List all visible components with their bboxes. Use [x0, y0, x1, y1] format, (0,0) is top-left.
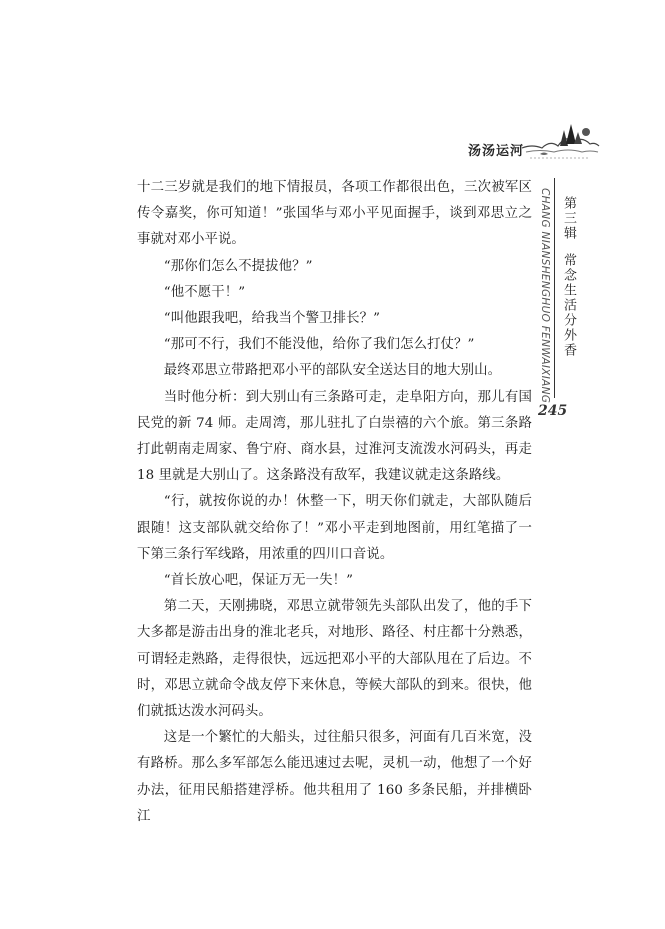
paragraph: “那可不行，我们不能没他，给你了我们怎么打仗？” [163, 337, 475, 353]
paragraph: 这是一个繁忙的大船头，过往船只很多，河面有几百米宽，没有路桥。那么多军部怎么能迅速过去呢，灵机一动，他想了一个好办法，征用民船搭建浮桥。他共租用了 160 多条民船，并排横卧江 [137, 730, 532, 824]
running-title: 汤汤运河 [468, 144, 525, 159]
sidebar-pinyin: CHANG NIANSHENGHUO FENWAIXIANG [539, 188, 551, 404]
paragraph: “行，就按你说的办！休整一下，明天你们就走，大部队随后跟随！这支部队就交给你了！”邓小平走到地图前，用红笔描了一下第三条行军线路，用浓重的四川口音说。 [137, 494, 532, 562]
sidebar-rule [554, 178, 555, 398]
paragraph: “叫他跟我吧，给我当个警卫排长？” [163, 311, 381, 327]
paragraph: 十二三岁就是我们的地下情报员，各项工作都很出色，三次被军区传令嘉奖，你可知道！”张国华与邓小平见面握手，谈到邓思立之事就对邓小平说。 [137, 180, 532, 248]
sidebar-section [560, 196, 578, 358]
page-number: 245 [538, 403, 568, 419]
paragraph: “那你们怎么不提拔他？” [163, 258, 313, 274]
section-label: 第三辑 [561, 196, 576, 241]
paragraph: 第二天，天刚拂晓，邓思立就带领先头部队出发了，他的手下大多都是游击出身的淮北老兵，对地形、路径、村庄都十分熟悉，可谓轻走熟路，走得很快，远远把邓小平的大部队甩在了后边。不时，邓思立就命令战友停下来休息，等候大部队的到来。很快，他们就抵达泼水河码头。 [137, 599, 532, 720]
paragraph: 当时他分析：到大别山有三条路可走，走阜阳方向，那儿有国民党的新 74 师。走周湾，那儿驻扎了白崇禧的六个旅。第三条路打此朝南走周家、鲁宁府、商水县，过淮河支流泼水河码头，再走 18 里就是大别山了。这条路没有敌军，我建议就走这条路线。 [137, 389, 532, 484]
paragraph: “首长放心吧，保证万无一失！” [163, 573, 354, 589]
paragraph: 最终邓思立带路把邓小平的部队安全送达目的地大别山。 [163, 363, 502, 379]
body-text [137, 175, 532, 830]
ink-landscape-icon [520, 118, 600, 166]
section-title: 常念生活分外香 [561, 253, 576, 358]
paragraph: “他不愿干！” [163, 284, 246, 300]
